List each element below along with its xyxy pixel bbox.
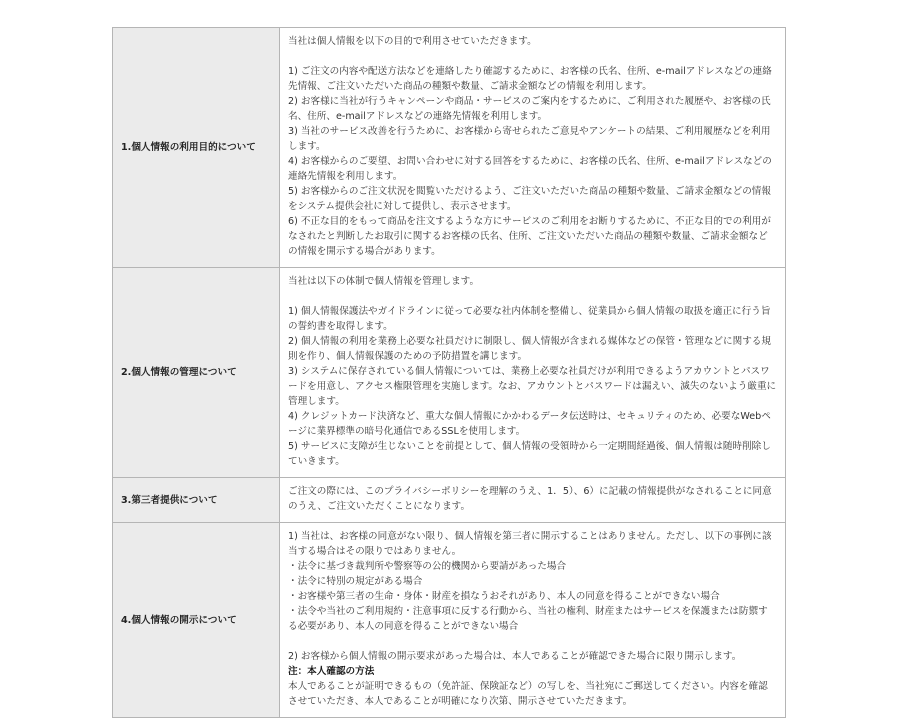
note-title: 注：本人確認の方法 — [288, 666, 375, 677]
bullet-item: ・法令に特別の規定がある場合 — [288, 576, 423, 587]
privacy-policy-table — [112, 27, 786, 718]
list-item: 3) システムに保存されている個人情報については、業務上必要な社員だけが利用できるようアカウントとパスワードを用意し、アクセス権限管理を実施します。なお、アカウントとパスワードは漏えい、滅失のないよう厳重に管理します。 — [288, 366, 777, 407]
row-heading: 4.個人情報の開示について — [113, 523, 280, 718]
row-heading: 1.個人情報の利用目的について — [113, 28, 280, 268]
list-item: 4) お客様からのご要望、お問い合わせに対する回答をするために、お客様の氏名、住所、e-mailアドレスなどの連絡先情報を利用します。 — [288, 156, 772, 182]
intro-text: 当社は個人情報を以下の目的で利用させていただきます。 — [288, 36, 537, 47]
list-item: 1) ご注文の内容や配送方法などを連絡したり確認するために、お客様の氏名、住所、e-mailアドレスなどの連絡先情報、ご注文いただいた商品の種類や数量、ご請求金額などの情報を利用します。 — [288, 66, 772, 92]
row-purpose — [113, 28, 786, 268]
row-management — [113, 268, 786, 478]
bullet-item: ・お客様や第三者の生命・身体・財産を損なうおそれがあり、本人の同意を得ることができない場合 — [288, 591, 720, 602]
list-item: 1) 個人情報保護法やガイドラインに従って必要な社内体制を整備し、従業員から個人情報の取扱を適正に行う旨の誓約書を取得します。 — [288, 306, 771, 332]
list-item: 3) 当社のサービス改善を行うために、お客様から寄せられたご意見やアンケートの結果、ご利用履歴などを利用します。 — [288, 126, 771, 152]
note-text: 本人であることが証明できるもの（免許証、保険証など）の写しを、当社宛にご郵送してください。内容を確認させていただき、本人であることが明確になり次第、開示させていただきます。 — [288, 681, 768, 707]
list-item: 5) サービスに支障が生じないことを前提として、個人情報の受領時から一定期間経過後、個人情報は随時削除していきます。 — [288, 441, 771, 467]
list-item: 1) 当社は、お客様の同意がない限り、個人情報を第三者に開示することはありません。ただし、以下の事例に該当する場合はその限りではありません。 — [288, 531, 772, 557]
row-content — [280, 268, 786, 478]
list-item: 6) 不正な目的をもって商品を注文するような方にサービスのご利用をお断りするために、不正な目的での利用がなされたと判断したお取引に関するお客様の氏名、住所、ご注文いただいた商品の種類や数量、ご請求金額などの情報を開示する場合があります。 — [288, 216, 771, 257]
row-disclosure — [113, 523, 786, 718]
row-heading: 3.第三者提供について — [113, 478, 280, 523]
list-item: 2) 個人情報の利用を業務上必要な社員だけに制限し、個人情報が含まれる媒体などの保管・管理などに関する規則を作り、個人情報保護のための予防措置を講じます。 — [288, 336, 771, 362]
row-heading: 2.個人情報の管理について — [113, 268, 280, 478]
intro-text: 当社は以下の体制で個人情報を管理します。 — [288, 276, 480, 287]
row-third-party — [113, 478, 786, 523]
bullet-item: ・法令や当社のご利用規約・注意事項に反する行動から、当社の権利、財産またはサービスを保護または防禦する必要があり、本人の同意を得ることができない場合 — [288, 606, 768, 632]
row-content — [280, 478, 786, 523]
bullet-item: ・法令に基づき裁判所や警察等の公的機関から要請があった場合 — [288, 561, 567, 572]
list-item: 5) お客様からのご注文状況を閲覧いただけるよう、ご注文いただいた商品の種類や数量、ご請求金額などの情報をシステム提供会社に対して提供し、表示させます。 — [288, 186, 771, 212]
list-item: 4) クレジットカード決済など、重大な個人情報にかかわるデータ伝送時は、セキュリティのため、必要なWebページに業界標準の暗号化通信であるSSLを使用します。 — [288, 411, 771, 437]
row-content — [280, 523, 786, 718]
paragraph: ご注文の際には、このプライバシーポリシーを理解のうえ、1．5）、6）に記載の情報提供がなされることに同意のうえ、ご注文いただくことになります。 — [288, 486, 772, 512]
row-content — [280, 28, 786, 268]
list-item: 2) お客様に当社が行うキャンペーンや商品・サービスのご案内をするために、ご利用された履歴や、お客様の氏名、住所、e-mailアドレスなどの連絡先情報を利用します。 — [288, 96, 771, 122]
list-item: 2) お客様から個人情報の開示要求があった場合は、本人であることが確認できた場合に限り開示します。 — [288, 651, 742, 662]
